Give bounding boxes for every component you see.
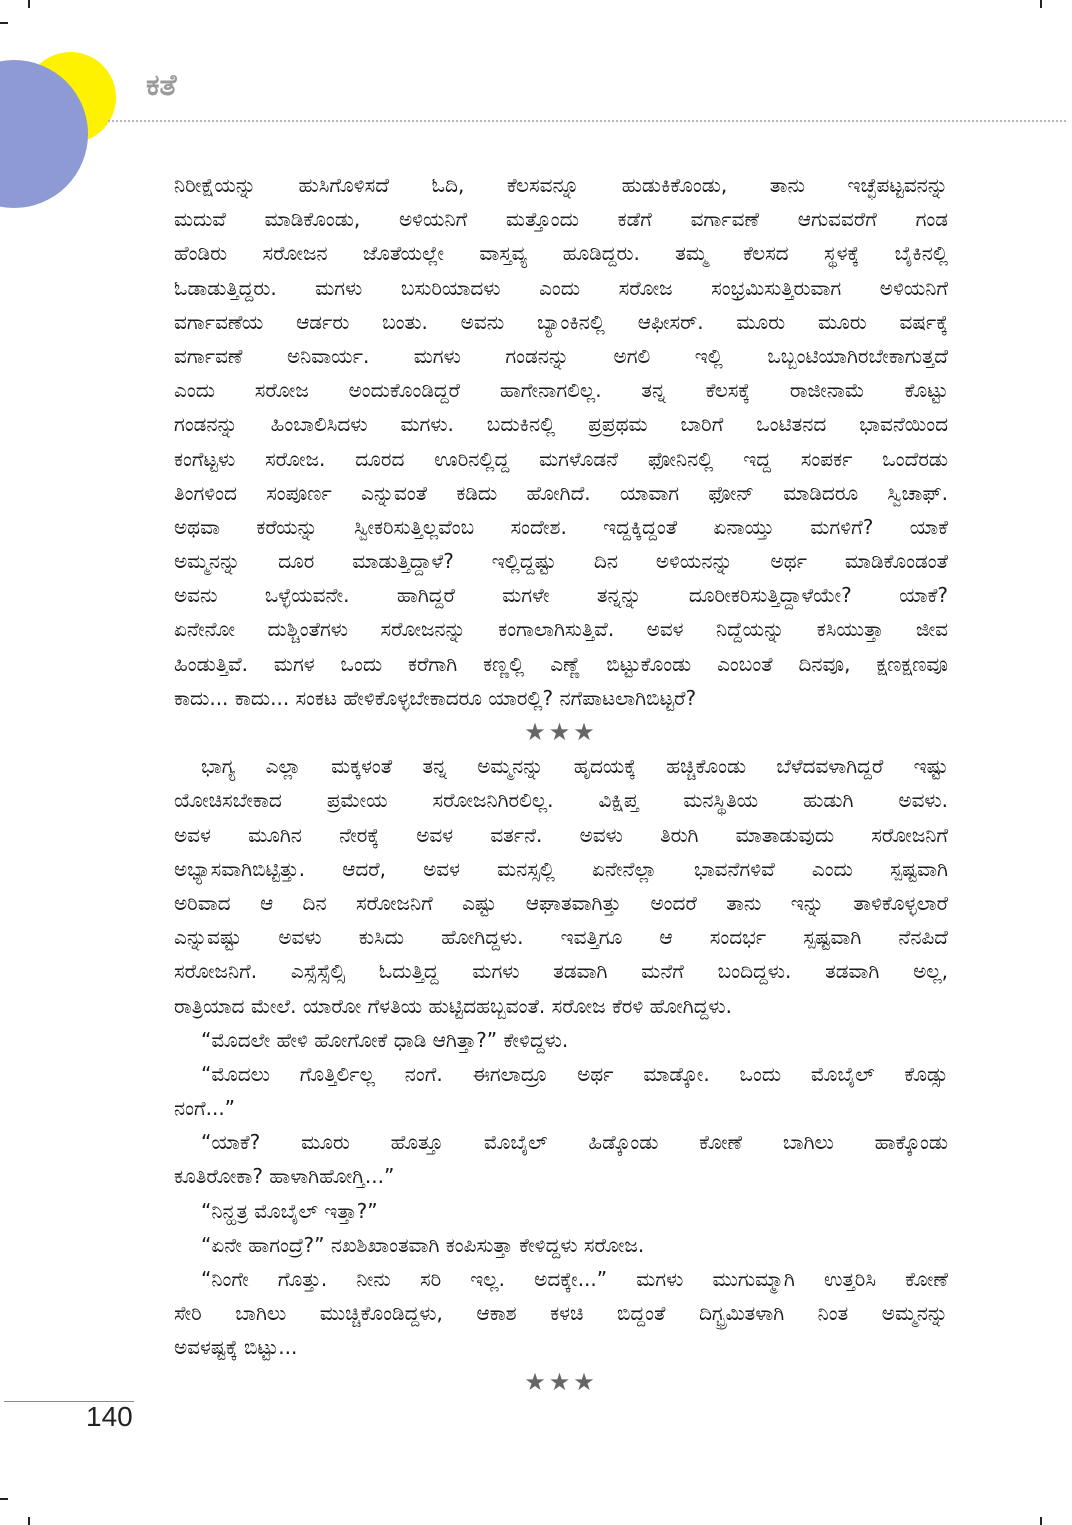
text-line: ಅಭ್ಯಾಸವಾಗಿಬಿಟ್ಟಿತ್ತು. ಆದರೆ, ಅವಳ ಮನಸ್ಸಲ್ಲಿ ಏನೇನೆಲ್ಲಾ ಭಾವನೆಗಳಿವೆ ಎಂದು ಸ್ಪಷ್ಟವಾಗಿ — [174, 856, 948, 881]
dialogue-line: “ಮೊದಲು ಗೊತ್ತಿರ್ಲಿಲ್ಲ ನಂಗೆ. ಈಗಲಾದ್ರೂ ಅರ್ಥ ಮಾಡ್ಕೋ. ಒಂದು ಮೊಬೈಲ್ ಕೊಡ್ಸು — [201, 1061, 948, 1086]
page-number: 140 — [86, 1401, 133, 1432]
text-line: ರಾತ್ರಿಯಾದ ಮೇಲೆ. ಯಾರೋ ಗೆಳತಿಯ ಹುಟ್ಟಿದಹಬ್ಬವಂತೆ. ಸರೋಜ ಕೆರಳಿ ಹೋಗಿದ್ದಳು. — [174, 993, 733, 1018]
text-line: ಭಾಗ್ಯ ಎಲ್ಲಾ ಮಕ್ಕಳಂತೆ ತನ್ನ ಅಮ್ಮನನ್ನು ಹೃದಯಕ್ಕೆ ಹಚ್ಚಿಕೊಂಡು ಬೆಳೆದವಳಾಗಿದ್ದರೆ ಇಷ್ಟು — [201, 754, 948, 779]
dialogue-line: “ನಿಂಗೇ ಗೊತ್ತು. ನೀನು ಸರಿ ಇಲ್ಲ. ಅದಕ್ಕೇ...” ಮಗಳು ಮುಗುಮ್ಮಾಗಿ ಉತ್ತರಿಸಿ ಕೋಣೆ — [201, 1267, 948, 1291]
crop-mark — [28, 0, 30, 8]
text-line: ಓಡಾಡುತ್ತಿದ್ದರು. ಮಗಳು ಬಸುರಿಯಾದಳು ಎಂದು ಸರೋಜ ಸಂಭ್ರಮಿಸುತ್ತಿರುವಾಗ ಅಳಿಯನಿಗೆ — [174, 275, 948, 300]
text-line: ಎಂದು ಸರೋಜ ಅಂದುಕೊಂಡಿದ್ದರೆ ಹಾಗೇನಾಗಲಿಲ್ಲ. ತನ್ನ ಕೆಲಸಕ್ಕೆ ರಾಜೀನಾಮೆ ಕೊಟ್ಟು — [174, 378, 948, 403]
text-line: ಅರಿವಾದ ಆ ದಿನ ಸರೋಜನಿಗೆ ಎಷ್ಟು ಆಘಾತವಾಗಿತ್ತು ಅಂದರೆ ತಾನು ಇನ್ನು ತಾಳಿಕೊಳ್ಳಲಾರೆ — [174, 890, 948, 915]
text-line: ಕಂಗೆಟ್ಟಳು ಸರೋಜ. ದೂರದ ಊರಿನಲ್ಲಿದ್ದ ಮಗಳೊಡನೆ ಫೋನಿನಲ್ಲಿ ಇದ್ದ ಸಂಪರ್ಕ ಒಂದೆರಡು — [174, 446, 948, 471]
text-line: ತಿಂಗಳಿಂದ ಸಂಪೂರ್ಣ ಎನ್ನುವಂತೆ ಕಡಿದು ಹೋಗಿದೆ. ಯಾವಾಗ ಫೋನ್ ಮಾಡಿದರೂ ಸ್ವಿಚಾಫ್. — [174, 480, 948, 505]
text-line: ಗಂಡನನ್ನು ಹಿಂಬಾಲಿಸಿದಳು ಮಗಳು. ಬದುಕಿನಲ್ಲಿ ಪ್ರಪ್ರಥಮ ಬಾರಿಗೆ ಒಂಟಿತನದ ಭಾವನೆಯಿಂದ — [174, 412, 948, 437]
crop-mark — [0, 22, 8, 24]
dialogue-paragraph — [174, 1057, 948, 1125]
paragraph — [174, 168, 948, 715]
crop-mark — [1040, 1517, 1042, 1525]
dialogue-paragraph — [174, 1125, 948, 1193]
story-body — [174, 168, 948, 1399]
header-dotted-divider — [108, 120, 1066, 122]
text-line: ಅವಳ ಮೂಗಿನ ನೇರಕ್ಕೆ ಅವಳ ವರ್ತನೆ. ಅವಳು ತಿರುಗಿ ಮಾತಾಡುವುದು ಸರೋಜನಿಗೆ — [174, 822, 948, 847]
text-line: ಏನೇನೋ ದುಶ್ಚಿಂತೆಗಳು ಸರೋಜನನ್ನು ಕಂಗಾಲಾಗಿಸುತ್ತಿವೆ. ಅವಳ ನಿದ್ದೆಯನ್ನು ಕಸಿಯುತ್ತಾ ಜೀವ — [174, 617, 948, 642]
section-separator: ★★★ — [524, 1367, 598, 1396]
text-line: ಕಾದು... ಕಾದು... ಸಂಕಟ ಹೇಳಿಕೊಳ್ಳಬೇಕಾದರೂ ಯಾರಲ್ಲಿ? ನಗೆಪಾಟಲಾಗಿಬಿಟ್ಟರೆ? — [174, 685, 697, 710]
dialogue-line: ನಂಗೆ...” — [174, 1096, 236, 1121]
text-line: ನಿರೀಕ್ಷೆಯನ್ನು ಹುಸಿಗೊಳಿಸದೆ ಓದಿ, ಕೆಲಸವನ್ನೂ ಹುಡುಕಿಕೊಂಡು, ತಾನು ಇಚ್ಛೆಪಟ್ಟವನನ್ನು — [174, 173, 948, 197]
text-line: ವರ್ಗಾವಣೆ ಅನಿವಾರ್ಯ. ಮಗಳು ಗಂಡನನ್ನು ಅಗಲಿ ಇಲ್ಲಿ ಒಬ್ಬಂಟಿಯಾಗಿರಬೇಕಾಗುತ್ತದೆ — [174, 343, 948, 368]
crop-mark — [28, 1517, 30, 1525]
text-line: ಹೆಂಡಿರು ಸರೋಜನ ಜೊತೆಯಲ್ಲೇ ವಾಸ್ತವ್ಯ ಹೂಡಿದ್ದರು. ತಮ್ಮ ಕೆಲಸದ ಸ್ಥಳಕ್ಕೆ ಬೈಕಿನಲ್ಲಿ — [174, 241, 948, 266]
section-separator: ★★★ — [524, 718, 598, 746]
text-line: ಎನ್ನುವಷ್ಟು ಅವಳು ಕುಸಿದು ಹೋಗಿದ್ದಳು. ಇವತ್ತಿಗೂ ಆ ಸಂದರ್ಭ ಸ್ಪಷ್ಟವಾಗಿ ನೆನಪಿದೆ — [174, 925, 948, 950]
text-line: ಅಥವಾ ಕರೆಯನ್ನು ಸ್ವೀಕರಿಸುತ್ತಿಲ್ಲವೆಂಬ ಸಂದೇಶ. ಇದ್ದಕ್ಕಿದ್ದಂತೆ ಏನಾಯ್ತು ಮಗಳಿಗೆ? ಯಾಕೆ — [174, 514, 948, 539]
text-line: ಸರೋಜನಿಗೆ. ಎಸ್ಸೆಸ್ಸೆಲ್ಸಿ ಓದುತ್ತಿದ್ದ ಮಗಳು ತಡವಾಗಿ ಮನೆಗೆ ಬಂದಿದ್ದಳು. ತಡವಾಗಿ ಅಲ್ಲ, — [174, 959, 948, 984]
text-line: ಯೋಚಿಸಬೇಕಾದ ಪ್ರಮೇಯ ಸರೋಜನಿಗಿರಲಿಲ್ಲ. ವಿಕ್ಷಿಪ್ತ ಮನಸ್ಥಿತಿಯ ಹುಡುಗಿ ಅವಳು. — [174, 788, 948, 813]
text-line: ಮದುವೆ ಮಾಡಿಕೊಂಡು, ಅಳಿಯನಿಗೆ ಮತ್ತೊಂದು ಕಡೆಗೆ ವರ್ಗಾವಣೆ ಆಗುವವರೆಗೆ ಗಂಡ — [174, 207, 948, 232]
dialogue-line: ಸೇರಿ ಬಾಗಿಲು ಮುಚ್ಚಿಕೊಂಡಿದ್ದಳು, ಆಕಾಶ ಕಳಚಿ ಬಿದ್ದಂತೆ ದಿಗ್ಭ್ರಮಿತಳಾಗಿ ನಿಂತ ಅಮ್ಮನನ್ನು — [174, 1301, 948, 1326]
text-line: ಅಮ್ಮನನ್ನು ದೂರ ಮಾಡುತ್ತಿದ್ದಾಳೆ? ಇಲ್ಲಿದ್ದಷ್ಟು ದಿನ ಅಳಿಯನನ್ನು ಅರ್ಥ ಮಾಡಿಕೊಂಡಂತೆ — [174, 549, 948, 574]
crop-mark — [1040, 0, 1042, 8]
dialogue-line: “ಮೊದಲೇ ಹೇಳಿ ಹೋಗೋಕೆ ಧಾಡಿ ಆಗಿತ್ತಾ?” ಕೇಳಿದ್ದಳು. — [201, 1027, 569, 1052]
section-title: ಕತೆ — [146, 68, 177, 103]
text-line: ಅವನು ಒಳ್ಳೆಯವನೇ. ಹಾಗಿದ್ದರೆ ಮಗಳೇ ತನ್ನನ್ನು ದೂರೀಕರಿಸುತ್ತಿದ್ದಾಳೆಯೇ? ಯಾಕೆ? — [174, 583, 948, 608]
dialogue-line: “ಏನೇ ಹಾಗಂದ್ರೆ?” ನಖಶಿಖಾಂತವಾಗಿ ಕಂಪಿಸುತ್ತಾ ಕೇಳಿದ್ದಳು ಸರೋಜ. — [201, 1232, 645, 1257]
crop-mark — [0, 1498, 8, 1500]
dialogue-line: “ಯಾಕೆ? ಮೂರು ಹೊತ್ತೂ ಮೊಬೈಲ್ ಹಿಡ್ಕೊಂಡು ಕೋಣೆ ಬಾಗಿಲು ಹಾಕ್ಕೊಂಡು — [201, 1130, 948, 1155]
dialogue-line: ಅವಳಷ್ಟಕ್ಕೆ ಬಿಟ್ಟು... — [174, 1335, 298, 1360]
dialogue-paragraph — [174, 1262, 948, 1365]
text-line: ಹಿಂಡುತ್ತಿವೆ. ಮಗಳ ಒಂದು ಕರೆಗಾಗಿ ಕಣ್ಣಲ್ಲಿ ಎಣ್ಣೆ ಬಿಟ್ಟುಕೊಂಡು ಎಂಬಂತೆ ದಿನವೂ, ಕ್ಷಣಕ್ಷಣವೂ — [174, 651, 948, 676]
dialogue-line: “ನಿನ್ಹತ್ರ ಮೊಬೈಲ್ ಇತ್ತಾ?” — [201, 1198, 378, 1223]
text-line: ವರ್ಗಾವಣೆಯ ಆರ್ಡರು ಬಂತು. ಅವನು ಬ್ಯಾಂಕಿನಲ್ಲಿ ಆಫೀಸರ್. ಮೂರು ಮೂರು ವರ್ಷಕ್ಕೆ — [174, 309, 948, 334]
paragraph — [174, 749, 948, 1023]
dialogue-line: ಕೂತಿರೋಕಾ? ಹಾಳಾಗಿಹೋಗ್ತಿ...” — [174, 1164, 395, 1189]
